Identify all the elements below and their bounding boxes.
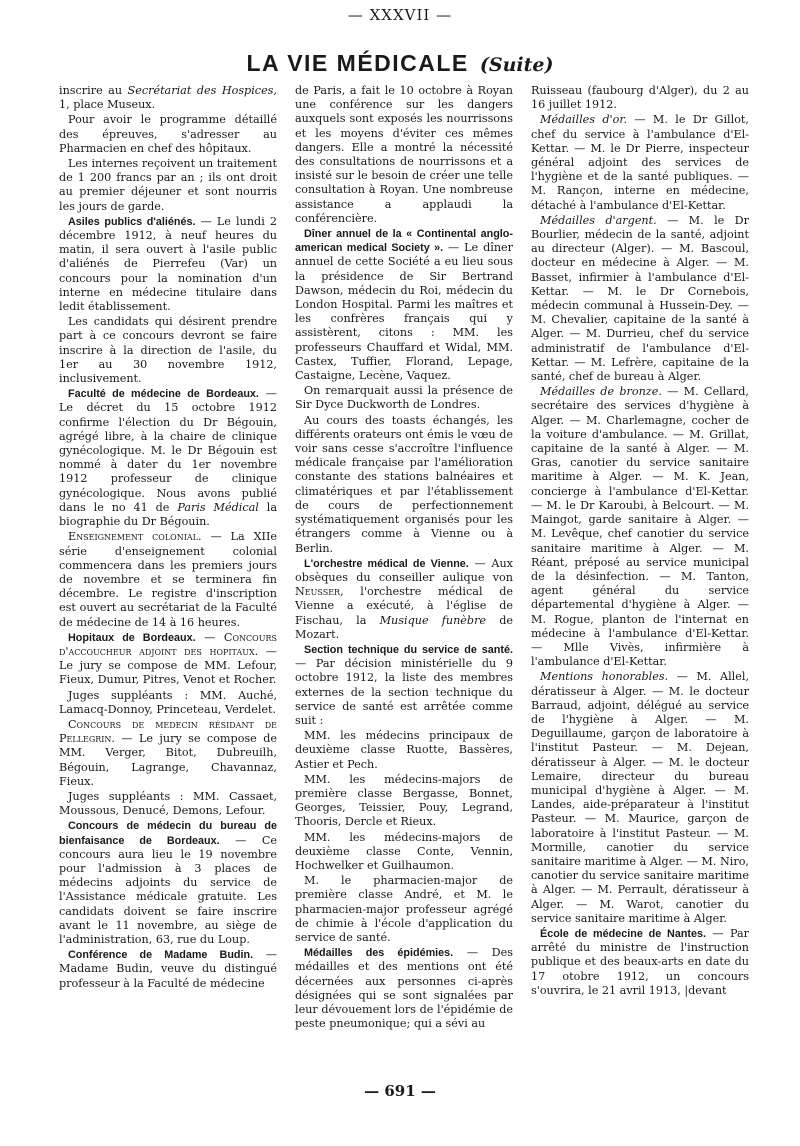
- section-medailles-epidemies: Médailles des épidémies. — Des médailles et des mentions ont été décernées aux personnes ci-après désignées qui se sont signalées par leur dévouement lors de l'épidémie de peste pneumonique; qui a sévi au: [295, 946, 513, 1031]
- subheading: Mentions honorables.: [540, 670, 669, 684]
- paragraph: M. le pharmacien-major de première classe André, et M. le pharmacien-major professeur agrégé de chimie à l'école d'application du service de santé.: [295, 874, 513, 944]
- column-1: [59, 84, 277, 1079]
- title-suite: (Suite): [479, 54, 554, 76]
- paragraph: Les internes reçoivent un traitement de 1 200 francs par an ; ils ont droit au premier déjeuner et sont nourris les jours de garde.: [59, 157, 277, 213]
- subheading: Médailles d'argent.: [540, 213, 657, 227]
- section-heading: Faculté de médecine de Bordeaux.: [68, 388, 259, 401]
- paragraph: Juges suppléants : MM. Auché, Lamacq-Donnoy, Princeteau, Verdelet.: [59, 688, 277, 716]
- paragraph: MM. les médecins-majors de deuxième classe Conte, Vennin, Hochwelker et Guilhaumon.: [295, 830, 513, 872]
- paragraph: Ruisseau (faubourg d'Alger), du 2 au 16 juillet 1912.: [531, 84, 749, 112]
- paragraph: MM. les médecins-majors de première classe Bergasse, Bonnet, Georges, Teissier, Pouy, Legrand, Thooris, Dercle et Rieux.: [295, 772, 513, 829]
- section-ecole-nantes: École de médecine de Nantes. — Par arrêté du ministre de l'instruction publique et des beaux-arts en date du 17 otobre 1912, un concours s'ouvrira, le 21 avril 1913, |devant: [531, 926, 749, 997]
- section-heading: Section technique du service de santé.: [304, 643, 513, 656]
- section-conference-budin: Conférence de Madame Budin. — Madame Budin, veuve du distingué professeur à la Faculté de médecine: [59, 948, 277, 990]
- section-diner-annuel: Dîner annuel de la « Continental anglo-american medical Society ». — Le dîner annuel de cette Société a eu lieu sous la présidence de Sir Bertrand Dawson, médecin du Roi, médecin du London Hospital. Parmi les maîtres et les confrères français qui y assistèrent, citons : MM. les professeurs Chauffard et Widal, MM. Castex, Tuffier, Florand, Lepage, Castaigne, Lecène, Vaquez.: [295, 228, 513, 383]
- section-asiles: Asiles publics d'aliénés. — Le lundi 2 décembre 1912, à neuf heures du matin, il sera ouvert à l'asile public d'aliénés de Pierrefeu (Var) un concours pour la nomination d'un interne en médecine titulaire dans ledit établissement.: [59, 214, 277, 314]
- section-heading: Conférence de Madame Budin.: [68, 949, 254, 962]
- section-heading: Concours de médecin du bureau de bienfaisance de Bordeaux.: [59, 820, 277, 847]
- section-heading: Asiles publics d'aliénés.: [68, 215, 196, 228]
- page-header: [0, 50, 800, 77]
- mentions-honorables: Mentions honorables. — M. Allel, dératisseur à Alger. — M. le docteur Barraud, adjoint, délégué au service de l'hygiène à Alger. — M. Deguillaume, garçon de laboratoire à l'institut Pasteur. — M. Dejean, dératisseur à Alger. — M. le docteur Lemaire, directeur du bureau municipal d'hygiène à Alger. — M. Landes, aide-préparateur à l'institut Pasteur. — M. Maurice, garçon de laboratoire à l'institut Pasteur. — M. Mormille, canotier du service sanitaire maritime à Alger. — M. Niro, canotier du service sanitaire maritime à Alger. — M. Perrault, dératisseur à Alger. — M. Warot, canotier du service sanitaire maritime à Alger.: [531, 670, 749, 925]
- section-service-sante: Section technique du service de santé. — Par décision ministérielle du 9 octobre 1912, la liste des membres externes de la section technique du service de santé est arrêtée comme suit :: [295, 643, 513, 727]
- paragraph: On remarquait aussi la présence de Sir Dyce Duckworth de Londres.: [295, 384, 513, 412]
- paragraph: Pour avoir le programme détaillé des épreuves, s'adresser au Pharmacien en chef des hôpitaux.: [59, 113, 277, 155]
- page-roman-numeral: — XXXVII —: [347, 6, 453, 24]
- section-heading: École de médecine de Nantes.: [540, 927, 707, 940]
- subheading: Médailles de bronze.: [540, 385, 662, 399]
- section-heading: Hopitaux de Bordeaux.: [68, 631, 196, 644]
- medailles-argent: Médailles d'argent. — M. le Dr Bourlier, médecin de la santé, adjoint au directeur (Alger). — M. Bascoul, docteur en médecine à Alger. — M. Basset, infirmier à l'ambulance d'El-Kettar. — M. le Dr Cornebois, médecin communal à Hussein-Dey. — M. Chevalier, capitaine de la santé à Alger. — M. Durrieu, chef du service administratif de l'ambulance d'El-Kettar. — M. Lefrère, capitaine de la santé, chef de bureau à Alger.: [531, 213, 749, 384]
- medailles-or: Médailles d'or. — M. le Dr Gillot, chef du service à l'ambulance d'El-Kettar. — M. le Dr Pierre, inspecteur général adjoint des services de l'hygiène et de la santé publiques. — M. Rançon, interne en médecine, détaché à l'ambulance d'El-Kettar.: [531, 113, 749, 212]
- subheading: Médailles d'or.: [540, 113, 628, 127]
- paragraph: inscrire au Secrétariat des Hospices, 1, place Museux.: [59, 84, 277, 112]
- page-number: — 691 —: [364, 1082, 436, 1100]
- page-title: LA VIE MÉDICALE: [246, 50, 469, 76]
- paragraph: Juges suppléants : MM. Cassaet, Moussous, Denucé, Demons, Lefour.: [59, 789, 277, 818]
- section-orchestre-vienne: L'orchestre médical de Vienne. — Aux obsèques du conseiller aulique von Neusser, l'orchestre médical de Vienne a exécuté, à l'église de Fischau, la Musique funèbre de Mozart.: [295, 556, 513, 641]
- section-bureau-bienfaisance: Concours de médecin du bureau de bienfaisance de Bordeaux. — Ce concours aura lieu le 19 novembre pour l'admission à 3 places de médecins adjoints du service de l'Assistance médicale gratuite. Les candidats doivent se faire inscrire avant le 11 novembre, au siège de l'administration, 63, rue du Loup.: [59, 820, 277, 946]
- paragraph: Concours de medecin résidant de Pellegrin. — Le jury se compose de MM. Verger, Bitot, Dubreuilh, Bégouin, Lagrange, Chavannaz, Fieux.: [59, 717, 277, 788]
- paragraph: MM. les médecins principaux de deuxième classe Ruotte, Bassères, Astier et Pech.: [295, 729, 513, 771]
- column-3: [531, 84, 749, 1079]
- section-heading: L'orchestre médical de Vienne.: [304, 557, 469, 570]
- article-columns: [59, 84, 749, 1079]
- section-heading: Dîner annuel de la « Continental anglo-american medical Society ».: [295, 228, 513, 255]
- column-2: [295, 84, 513, 1079]
- paragraph: Les candidats qui désirent prendre part à ce concours devront se faire inscrire à la direction de l'asile, du 1er au 30 novembre 1912, inclusivement.: [59, 315, 277, 386]
- section-enseignement-colonial: Enseignement colonial. — La XIIe série d'enseignement colonial commencera dans les premiers jours de novembre et se terminera fin décembre. Le registre d'inscription est ouvert au secrétariat de la Faculté de médecine de 14 à 16 heures.: [59, 530, 277, 629]
- section-faculte-bordeaux: Faculté de médecine de Bordeaux. — Le décret du 15 octobre 1912 confirme l'élection du Dr Bégouin, agrégé libre, à la chaire de clinique gynécologique. M. le Dr Bégouin est nommé à dater du 1er novembre 1912 professeur de clinique gynécologique. Nous avons publié dans le no 41 de Paris Médical la biographie du Dr Bégouin.: [59, 387, 277, 529]
- medailles-bronze: Médailles de bronze. — M. Cellard, secrétaire des services d'hygiène à Alger. — M. Charlemagne, cocher de la voiture d'ambulance. — M. Grillat, capitaine de la santé à Alger. — M. Gras, canotier du service sanitaire maritime à Alger. — M. K. Jean, concierge à l'ambulance d'El-Kettar. — M. le Dr Karoubi, à Belcourt. — M. Maingot, garde sanitaire à Alger. — M. Levêque, chef canotier du service sanitaire maritime à Alger. — M. Réant, préposé au service municipal de la désinfection. — M. Tanton, agent général du service départemental d'hygiène à Alger. — M. Rogue, planton de l'internat en médecine à l'ambulance d'El-Kettar. — Mlle Vivès, infirmière à l'ambulance d'El-Kettar.: [531, 385, 749, 669]
- paragraph: de Paris, a fait le 10 octobre à Royan une conférence sur les dangers auxquels sont exposés les nourrissons et les moyens d'éviter ces mêmes dangers. Elle a montré la nécessité des consultations de nourrissons et a insisté sur le besoin de créer une telle consultation à Royan. Une nombreuse assistance a applaudi la conférencière.: [295, 84, 513, 225]
- section-hopitaux-bordeaux: Hopitaux de Bordeaux. — Concours d'accoucheur adjoint des hopitaux. — Le jury se compose de MM. Lefour, Fieux, Dumur, Pitres, Venot et Rocher.: [59, 630, 277, 687]
- paragraph: Au cours des toasts échangés, les différents orateurs ont émis le vœu de voir sans cesse s'accroître l'influence médicale française par l'amélioration constante des stations balnéaires et climatériques et par l'établissement de cours de perfectionnement systématiquement organisés pour les étrangers comme à Vienne ou à Berlin.: [295, 413, 513, 555]
- section-heading: Médailles des épidémies.: [304, 947, 454, 960]
- section-heading: Enseignement colonial.: [68, 530, 202, 544]
